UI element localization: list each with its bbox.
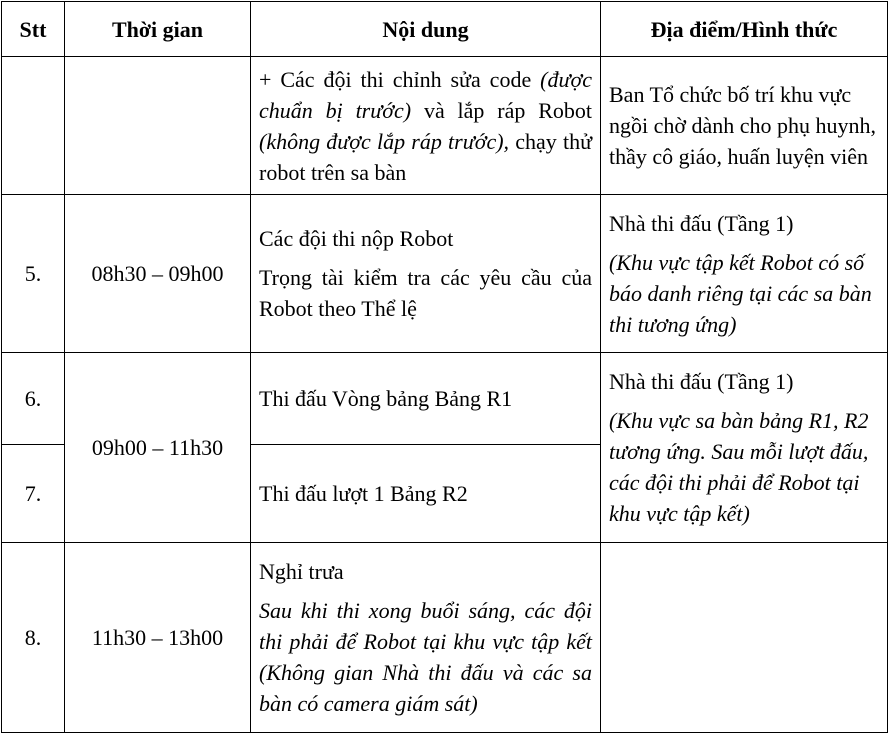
content-line: Nghỉ trưa [259,559,344,584]
header-row [2,2,888,57]
cell-content [251,543,601,733]
table-row-8 [2,543,888,733]
place-title: Nhà thi đấu (Tầng 1) [609,210,794,236]
cell-place [601,353,888,543]
content-note: (được chuẩn bị trước) [259,66,592,123]
cell-stt: 7. [2,445,65,543]
cell-time: 09h00 – 11h30 [65,353,251,543]
cell-stt: 5. [2,195,65,353]
content-note: (không được lắp ráp trước), [259,128,510,154]
cell-place-empty [601,543,888,733]
cell-time: 11h30 – 13h00 [65,543,251,733]
content-line: Trọng tài kiểm tra các yêu cầu của Robot theo Thể lệ [259,265,592,321]
cell-content [251,195,601,353]
cell-time-empty [65,57,251,195]
content-text: chạy thử robot trên sa bàn [259,128,593,185]
cell-stt: 6. [2,353,65,445]
table-row-continued [2,57,888,195]
content-line: Các đội thi nộp Robot [259,226,454,251]
cell-stt-empty [2,57,65,195]
schedule-table [1,1,888,733]
cell-time: 08h30 – 09h00 [65,195,251,353]
place-note: (Khu vực sa bàn bảng R1, R2 tương ứng. Sau mỗi lượt đấu, các đội thi phải để Robot tại khu vực tập kết) [609,408,869,526]
cell-stt: 8. [2,543,65,733]
cell-place [601,195,888,353]
header-stt: Stt [2,2,65,57]
place-note: (Khu vực tập kết Robot có số báo danh riêng tại các sa bàn thi tương ứng) [609,249,872,337]
cell-content: Thi đấu Vòng bảng Bảng R1 [251,353,601,445]
header-place: Địa điểm/Hình thức [601,2,888,57]
header-time: Thời gian [65,2,251,57]
header-content: Nội dung [251,2,601,57]
place-title: Nhà thi đấu (Tầng 1) [609,369,794,394]
cell-content: Thi đấu lượt 1 Bảng R2 [251,445,601,543]
table-row-6 [2,353,888,445]
content-text: + Các đội thi chỉnh sửa code [259,66,532,92]
cell-content [251,57,601,195]
content-text: và lắp ráp Robot [423,97,592,123]
content-note: Sau khi thi xong buổi sáng, các đội thi phải để Robot tại khu vực tập kết (Không gian Nhà thi đấu và các sa bàn có camera giám sát) [259,598,592,716]
cell-place: Ban Tổ chức bố trí khu vực ngồi chờ dành cho phụ huynh, thầy cô giáo, huấn luyện viên [601,57,888,195]
table-row-5 [2,195,888,353]
